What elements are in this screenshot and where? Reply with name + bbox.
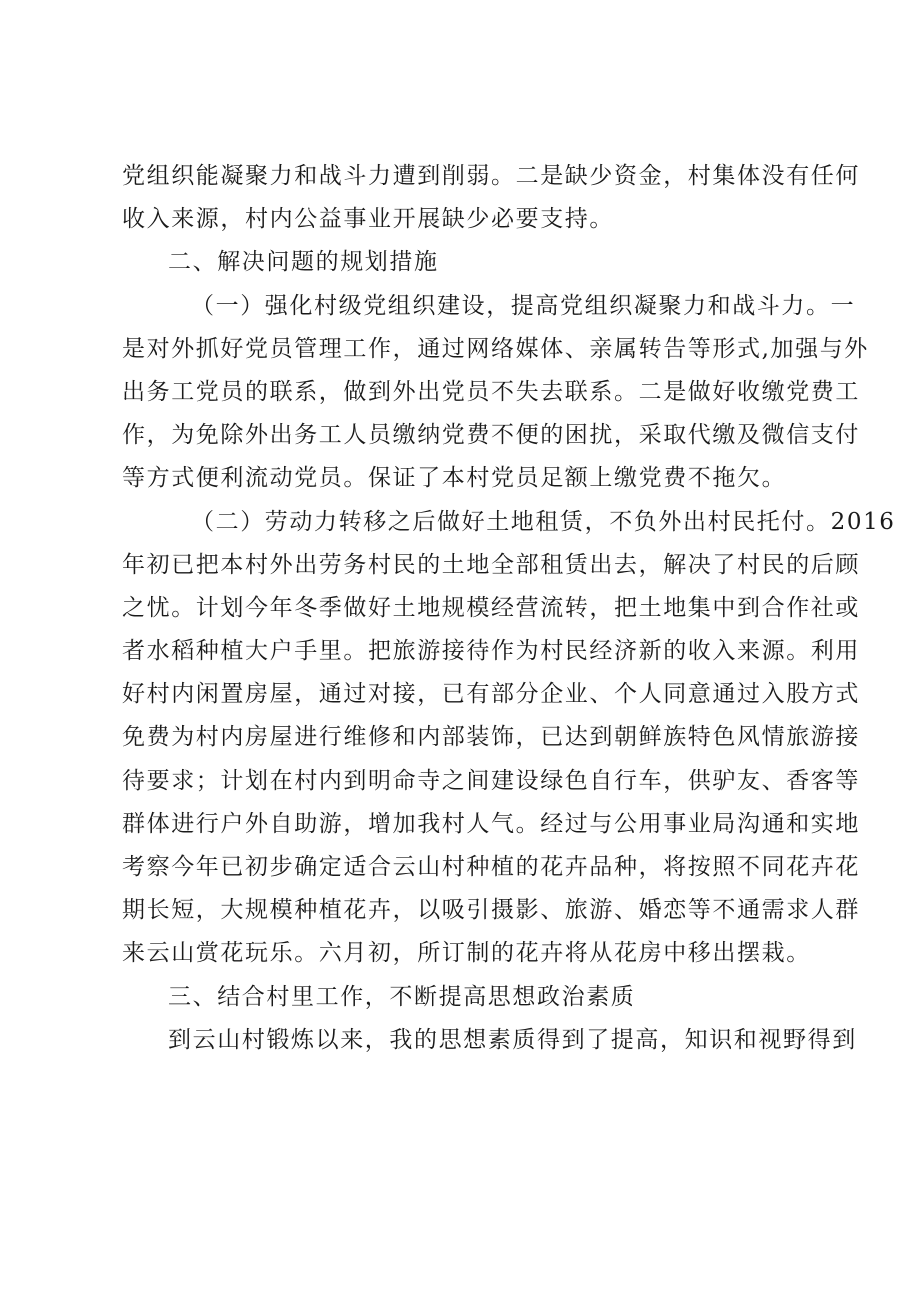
paragraph-line: 好村内闲置房屋，通过对接，已有部分企业、个人同意通过入股方式 <box>122 681 860 708</box>
paragraph-line: 等方式便利流动党员。保证了本村党员足额上缴党费不拖欠。 <box>122 465 787 492</box>
paragraph-line: 出务工党员的联系，做到外出党员不失去联系。二是做好收缴党费工 <box>122 378 860 405</box>
paragraph-line: 之忧。计划今年冬季做好土地规模经营流转，把土地集中到合作社或 <box>122 594 860 621</box>
paragraph-line: 党组织能凝聚力和战斗力遭到削弱。二是缺少资金，村集体没有任何 <box>122 163 860 189</box>
paragraph-line: 到云山村锻炼以来，我的思想素质得到了提高，知识和视野得到 <box>168 1026 857 1053</box>
paragraph-line: 来云山赏花玩乐。六月初，所订制的花卉将从花房中移出摆栽。 <box>122 940 811 967</box>
body-text <box>122 155 896 1062</box>
paragraph-line: 作，为免除外出务工人员缴纳党费不便的困扰，采取代缴及微信支付 <box>122 422 860 449</box>
paragraph-line: 者水稻种植大户手里。把旅游接待作为村民经济新的收入来源。利用 <box>122 638 860 665</box>
subsection-heading-2: （二）劳动力转移之后做好土地租赁，不负外出村民托付。2016 <box>191 508 896 535</box>
paragraph-line: 群体进行户外自助游，增加我村人气。经过与公用事业局沟通和实地 <box>122 810 860 837</box>
paragraph-line: 是对外抓好党员管理工作，通过网络媒体、亲属转告等形式,加强与外 <box>122 335 869 362</box>
paragraph-line: 年初已把本村外出劳务村民的土地全部租赁出去，解决了村民的后顾 <box>122 551 860 578</box>
paragraph-line: 期长短，大规模种植花卉，以吸引摄影、旅游、婚恋等不通需求人群 <box>122 897 860 924</box>
section-heading-3: 三、结合村里工作，不断提高思想政治素质 <box>168 983 636 1010</box>
paragraph-line: 免费为村内房屋进行维修和内部装饰，已达到朝鲜族特色风情旅游接 <box>122 724 860 751</box>
paragraph-line: 考察今年已初步确定适合云山村种植的花卉品种，将按照不同花卉花 <box>122 854 860 880</box>
paragraph-line: 收入来源，村内公益事业开展缺少必要支持。 <box>122 206 614 233</box>
subsection-heading-1: （一）强化村级党组织建设，提高党组织凝聚力和战斗力。一 <box>191 292 856 319</box>
paragraph-line: 待要求；计划在村内到明命寺之间建设绿色自行车，供驴友、香客等 <box>122 767 860 794</box>
section-heading-2: 二、解决问题的规划措施 <box>168 249 439 276</box>
